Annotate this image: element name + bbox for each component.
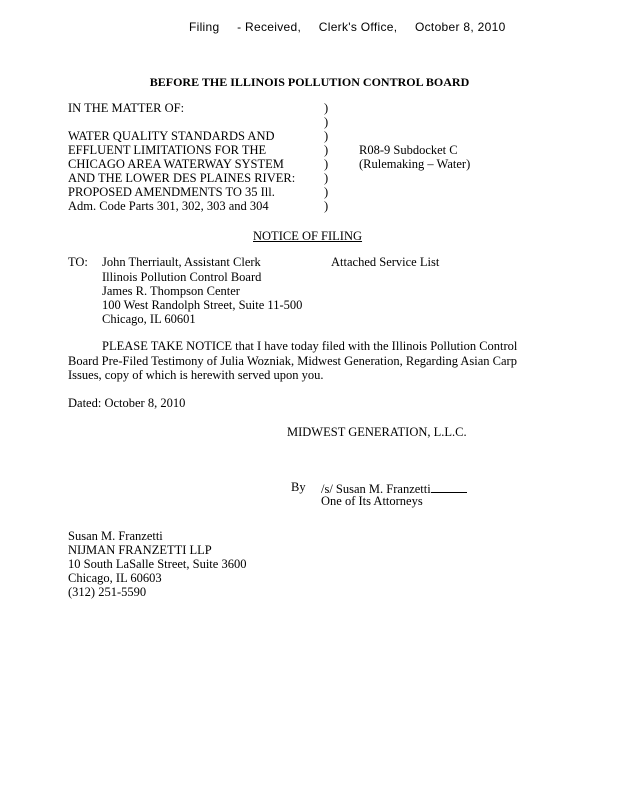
signer-name: /s/ Susan M. Franzetti [321,482,431,496]
signer-role: One of Its Attorneys [321,494,423,508]
caption-paren: ) [324,143,329,157]
caption-paren: ) [324,171,329,185]
docket-type: (Rulemaking – Water) [359,157,471,171]
body-line: Issues, copy of which is herewith served upon you. [68,368,324,382]
service-list: Attached Service List [331,255,440,269]
caption-line: PROPOSED AMENDMENTS TO 35 Ill. [68,185,275,199]
address-line: John Therriault, Assistant Clerk [102,255,261,269]
address-line: Chicago, IL 60601 [102,312,196,326]
board-title: BEFORE THE ILLINOIS POLLUTION CONTROL BOARD [149,75,470,89]
attorney-line: NIJMAN FRANZETTI LLP [68,543,212,557]
caption-line: Adm. Code Parts 301, 302, 303 and 304 [68,199,269,213]
by-label: By [291,480,306,494]
caption-line: WATER QUALITY STANDARDS AND [68,129,275,143]
caption-paren: ) [324,115,329,129]
attorney-line: Susan M. Franzetti [68,529,163,543]
caption-line: IN THE MATTER OF: [68,101,185,115]
docket-number: R08-9 Subdocket C [359,143,458,157]
caption-paren: ) [324,129,329,143]
caption-line: CHICAGO AREA WATERWAY SYSTEM [68,157,284,171]
address-line: Illinois Pollution Control Board [102,270,262,284]
caption-line: EFFLUENT LIMITATIONS FOR THE [68,143,267,157]
stamp-filing: Filing [189,20,220,34]
filing-stamp [189,20,520,34]
body-line: Board Pre-Filed Testimony of Julia Wozniak, Midwest Generation, Regarding Asian Carp [68,354,517,368]
caption-paren: ) [324,185,329,199]
signature-blank [431,480,467,493]
address-line: James R. Thompson Center [102,284,240,298]
company-name: MIDWEST GENERATION, L.L.C. [287,425,467,439]
caption-line: AND THE LOWER DES PLAINES RIVER: [68,171,296,185]
caption-paren: ) [324,157,329,171]
notice-title: NOTICE OF FILING [253,229,363,243]
dated-line: Dated: October 8, 2010 [68,396,186,410]
stamp-office: Clerk's Office, [318,20,398,34]
stamp-received: - Received, [237,20,302,34]
address-line: 100 West Randolph Street, Suite 11-500 [102,298,303,312]
caption-paren: ) [324,101,329,115]
attorney-line: Chicago, IL 60603 [68,571,162,585]
attorney-line: 10 South LaSalle Street, Suite 3600 [68,557,247,571]
caption-paren: ) [324,199,329,213]
body-line: PLEASE TAKE NOTICE that I have today filed with the Illinois Pollution Control [102,339,518,353]
attorney-line: (312) 251-5590 [68,585,147,599]
stamp-date: October 8, 2010 [415,20,506,34]
to-label: TO: [68,255,88,269]
